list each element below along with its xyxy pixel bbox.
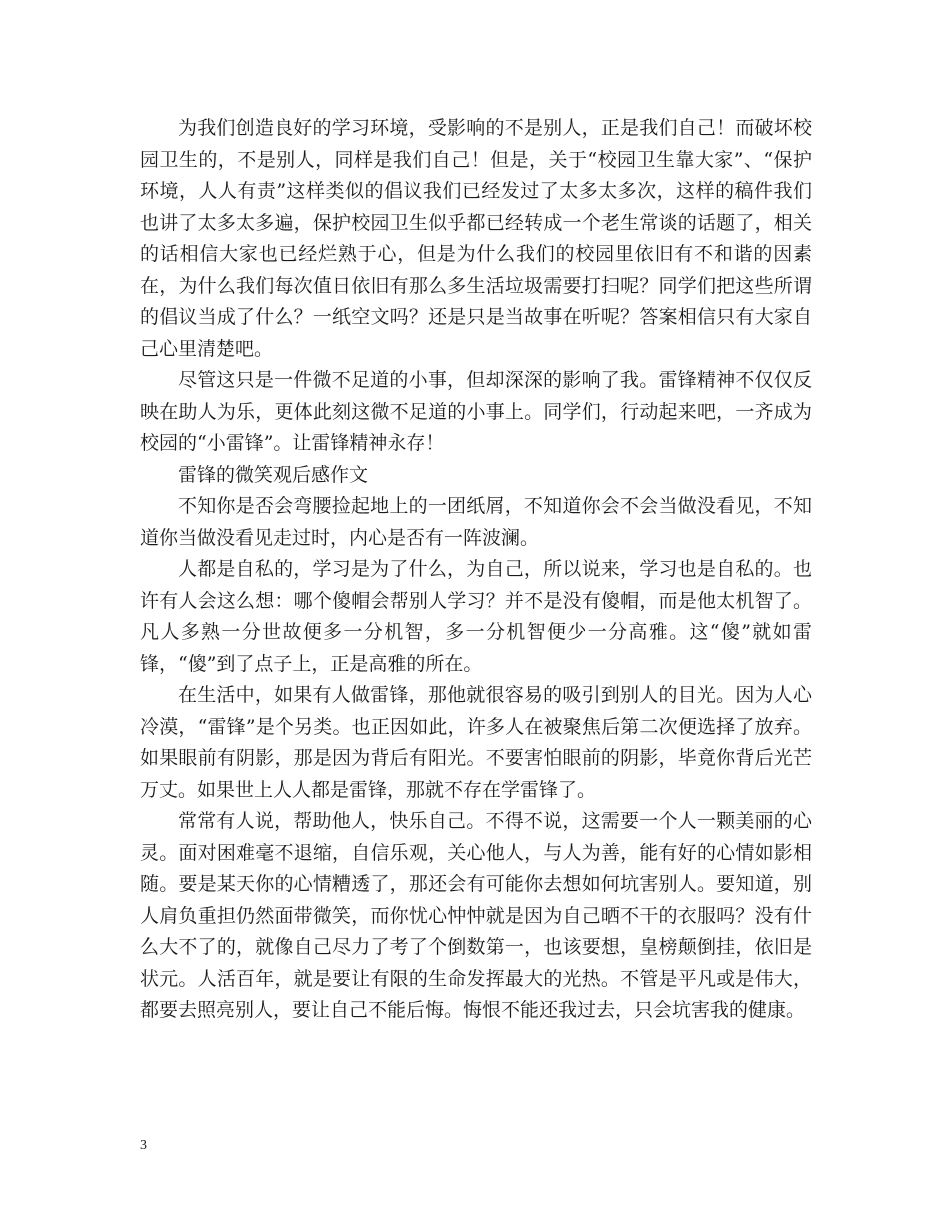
- paragraph-3: 不知你是否会弯腰捡起地上的一团纸屑，不知道你会不会当做没看见，不知道你当做没看见走过时，内心是否有一阵波澜。: [140, 495, 812, 549]
- paragraph-5: 在生活中，如果有人做雷锋，那他就很容易的吸引到别人的目光。因为人心冷漠，“雷锋”是个另类。也正因如此，许多人在被聚焦后第二次便选择了放弃。如果眼前有阴影，那是因为背后有阳光。不要害怕眼前的阴影，毕竟你背后光芒万丈。如果世上人人都是雷锋，那就不存在学雷锋了。: [140, 684, 812, 801]
- paragraph-6: 常常有人说，帮助他人，快乐自己。不得不说，这需要一个人一颗美丽的心灵。面对困难毫不退缩，自信乐观，关心他人，与人为善，能有好的心情如影相随。要是某天你的心情糟透了，那还会有可能你去想如何坑害别人。要知道，别人肩负重担仍然面带微笑，而你忧心忡忡就是因为自己晒不干的衣服吗？没有什么大不了的，就像自己尽力了考了个倒数第一，也该要想，皇榜颠倒挂，依旧是状元。人活百年，就是要让有限的生命发挥最大的光热。不管是平凡或是伟大，都要去照亮别人，要让自己不能后悔。悔恨不能还我过去，只会坑害我的健康。: [140, 810, 812, 1021]
- paragraph-4: 人都是自私的，学习是为了什么，为自己，所以说来，学习也是自私的。也许有人会这么想：哪个傻帽会帮别人学习？并不是没有傻帽，而是他太机智了。凡人多熟一分世故便多一分机智，多一分机智便少一分高雅。这“傻”就如雷锋，“傻”到了点子上，正是高雅的所在。: [140, 558, 812, 675]
- body-text: [140, 113, 812, 1027]
- paragraph-1: 为我们创造良好的学习环境，受影响的不是别人，正是我们自己！而破坏校园卫生的，不是别人，同样是我们自己！但是，关于“校园卫生靠大家”、“保护环境，人人有责”这样类似的倡议我们已经发过了太多太多次，这样的稿件我们也讲了太多太多遍，保护校园卫生似乎都已经转成一个老生常谈的话题了，相关的话相信大家也已经烂熟于心，但是为什么我们的校园里依旧有不和谐的因素在，为什么我们每次值日依旧有那么多生活垃圾需要打扫呢？同学们把这些所谓的倡议当成了什么？一纸空文吗？还是只是当故事在听呢？答案相信只有大家自己心里清楚吧。: [140, 117, 812, 360]
- page-number: 3: [140, 1138, 147, 1153]
- paragraph-2: 尽管这只是一件微不足道的小事，但却深深的影响了我。雷锋精神不仅仅反映在助人为乐，更体此刻这微不足道的小事上。同学们，行动起来吧，一齐成为校园的“小雷锋”。让雷锋精神永存！: [140, 369, 812, 454]
- section-heading: 雷锋的微笑观后感作文: [178, 463, 369, 486]
